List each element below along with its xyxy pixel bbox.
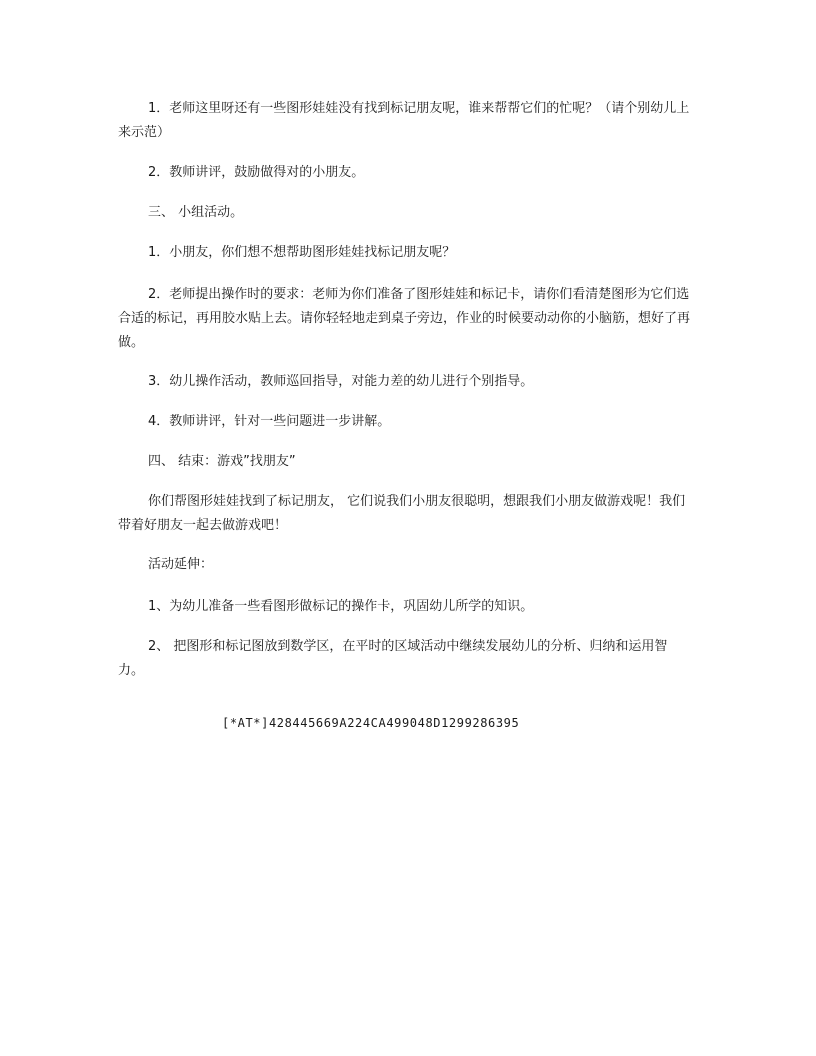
paragraph-6: 4．教师讲评，针对一些问题进一步讲解。 [148,414,391,429]
paragraph-8: 1、为幼儿准备一些看图形做标记的操作卡，巩固幼儿所学的知识。 [148,599,534,614]
paragraph-1: 1．老师这里呀还有一些图形娃娃没有找到标记朋友呢，谁来帮帮它们的忙呢？（请个别幼儿上来示范） [118,101,690,140]
document-id-code: [*AT*]428445669A224CA499048D1299286395 [222,716,520,730]
section-heading-ending: 四、 结束：游戏”找朋友” [148,454,296,469]
section-heading-extension: 活动延伸： [148,557,214,572]
paragraph-4: 2．老师提出操作时的要求：老师为你们准备了图形娃娃和标记卡，请你们看清楚图形为它们选合适的标记，再用胶水贴上去。请你轻轻地走到桌子旁边，作业的时候要动动你的小脑筋，想好了再做。 [118,287,691,350]
paragraph-7: 你们帮图形娃娃找到了标记朋友， 它们说我们小朋友很聪明，想跟我们小朋友做游戏呢！我们带着好朋友一起去做游戏吧！ [118,494,686,533]
paragraph-2: 2．教师讲评，鼓励做得对的小朋友。 [148,165,365,180]
paragraph-5: 3．幼儿操作活动，教师巡回指导，对能力差的幼儿进行个别指导。 [148,374,534,389]
paragraph-9: 2、 把图形和标记图放到数学区，在平时的区域活动中继续发展幼儿的分析、归纳和运用智力。 [118,639,668,678]
paragraph-3: 1．小朋友，你们想不想帮助图形娃娃找标记朋友呢？ [148,245,456,260]
section-heading-group-activity: 三、 小组活动。 [148,205,244,220]
